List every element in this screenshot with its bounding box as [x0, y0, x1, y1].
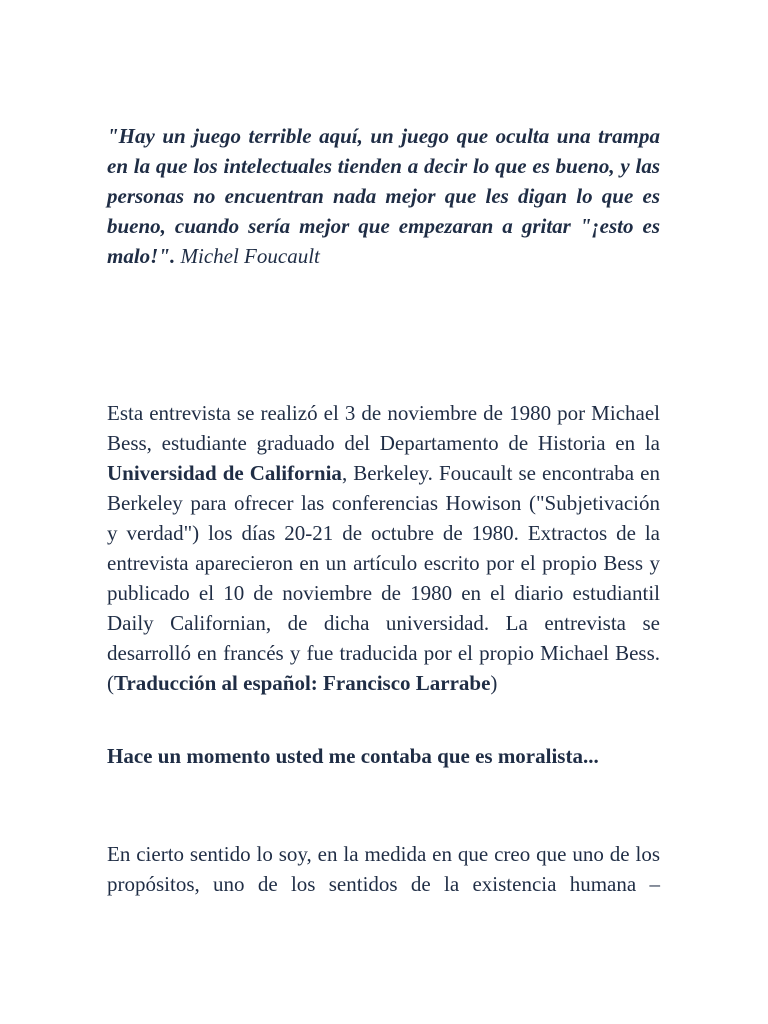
- intro-text-part1: Esta entrevista se realizó el 3 de noviembre de 1980 por Michael Bess, estudiante graduado del Departamento de Historia en la: [107, 401, 660, 455]
- intro-paragraph: [107, 398, 660, 698]
- intro-text-part3: ): [490, 671, 498, 695]
- university-name: Universidad de California: [107, 461, 342, 485]
- quote-text: "Hay un juego terrible aquí, un juego que oculta una trampa en la que los intelectuales tienden a decir lo que es bueno, y las personas no encuentran nada mejor que les digan lo que es bueno, cuando sería mejor que empezaran a gritar "¡esto es malo!".: [107, 124, 660, 268]
- translation-credit: Traducción al español: Francisco Larrabe: [114, 671, 491, 695]
- intro-text-part2: , Berkeley. Foucault se encontraba en Berkeley para ofrecer las conferencias Howison ("Subjetivación y verdad") los días 20-21 de octubre de 1980. Extractos de la entrevista aparecieron en un artículo escrito por el propio Bess y publicado el 10 de noviembre de 1980 en el diario estudiantil Daily Californian, de dicha universidad. La entrevista se desarrolló en francés y fue traducida por el propio Michael Bess. (: [107, 461, 660, 695]
- interview-question: Hace un momento usted me contaba que es moralista...: [107, 744, 599, 768]
- quote-author: Michel Foucault: [180, 244, 320, 268]
- interview-answer: En cierto sentido lo soy, en la medida en que creo que uno de los propósitos, uno de los sentidos de la existencia humana –: [107, 842, 660, 896]
- epigraph-quote: [107, 121, 660, 271]
